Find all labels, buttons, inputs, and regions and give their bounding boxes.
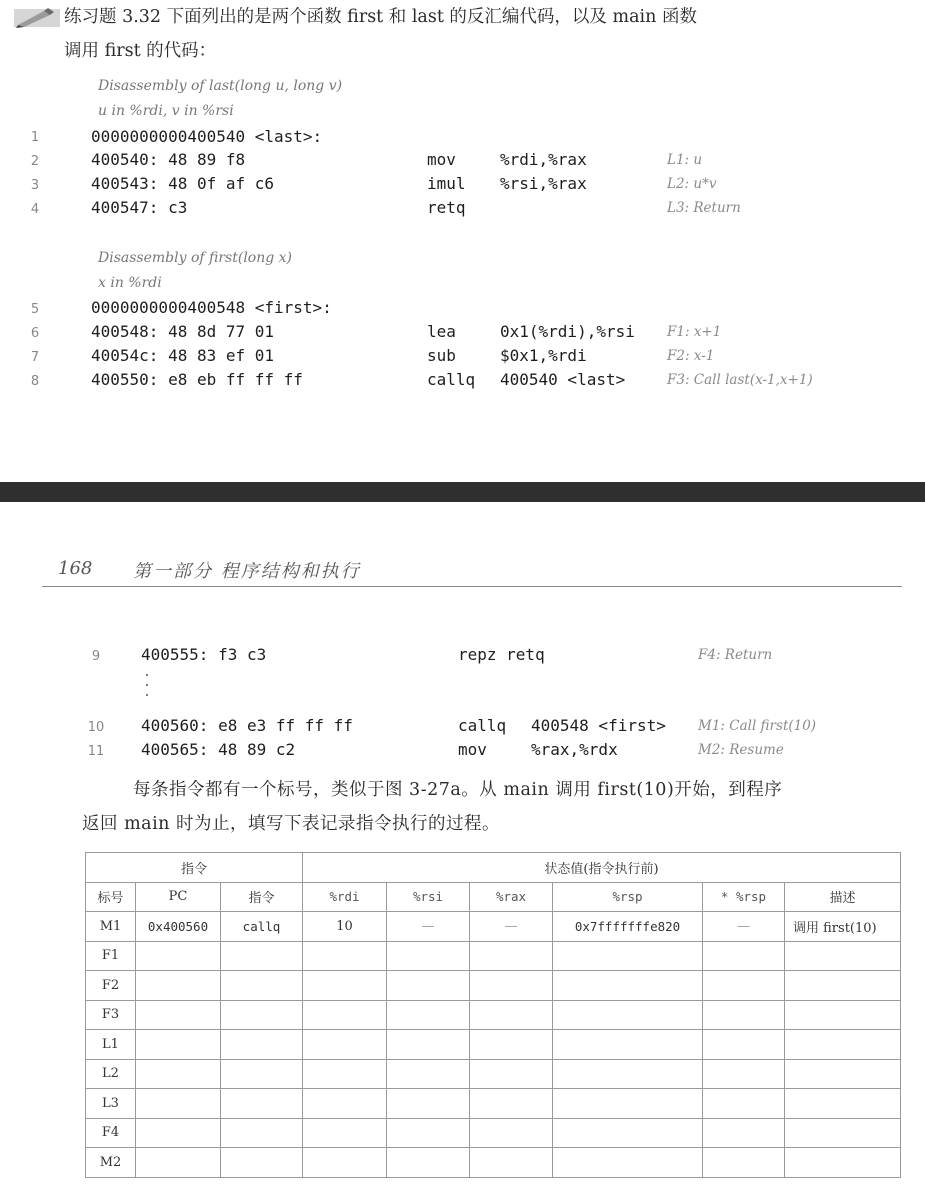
cell-rsi[interactable] — [387, 1059, 470, 1089]
cell-rsi[interactable] — [387, 1118, 470, 1148]
code-comment: Disassembly of first(long x) — [98, 250, 293, 266]
cell-rdi[interactable] — [303, 1059, 387, 1089]
col-header-deref-rsp: * %rsp — [703, 882, 785, 912]
code-note: F4: Return — [698, 647, 773, 663]
cell-pc[interactable] — [136, 1148, 221, 1178]
cell-instruction[interactable] — [221, 1000, 303, 1030]
cell-description[interactable] — [785, 1089, 901, 1119]
code-address-label: 0000000000400540 <last>: — [91, 127, 323, 146]
code-note: L3: Return — [667, 200, 741, 216]
code-bytes: 400550: e8 eb ff ff ff — [91, 370, 303, 389]
cell-rsp[interactable] — [553, 1148, 703, 1178]
code-address-label: 0000000000400548 <first>: — [91, 298, 332, 317]
cell-label: F1 — [86, 941, 136, 971]
code-opcode: mov — [427, 150, 456, 169]
cell-deref-rsp[interactable] — [703, 941, 785, 971]
cell-pc[interactable] — [136, 941, 221, 971]
cell-pc: 0x400560 — [136, 912, 221, 942]
cell-deref-rsp[interactable] — [703, 1148, 785, 1178]
code-opcode: mov — [458, 740, 487, 759]
cell-label: L2 — [86, 1059, 136, 1089]
cell-deref-rsp[interactable] — [703, 971, 785, 1001]
paragraph-line-2: 返回 main 时为止，填写下表记录指令执行的过程。 — [82, 814, 501, 834]
group-header-instruction: 指令 — [86, 853, 303, 883]
cell-pc[interactable] — [136, 1118, 221, 1148]
col-header-instruction: 指令 — [221, 882, 303, 912]
cell-rsp[interactable] — [553, 1089, 703, 1119]
cell-rdi[interactable] — [303, 941, 387, 971]
cell-pc[interactable] — [136, 1059, 221, 1089]
cell-rdi[interactable] — [303, 1000, 387, 1030]
cell-rsp[interactable] — [553, 941, 703, 971]
table-row — [86, 1000, 901, 1030]
cell-instruction[interactable] — [221, 1089, 303, 1119]
page-running-title: 第一部分 程序结构和执行 — [133, 561, 361, 582]
cell-rax[interactable] — [470, 941, 553, 971]
cell-rdi[interactable] — [303, 1030, 387, 1060]
code-operands: %rdi,%rax — [500, 150, 587, 169]
page-divider-bar — [0, 482, 925, 502]
exercise-heading-line-2: 调用 first 的代码： — [64, 41, 217, 61]
line-number: 3 — [30, 178, 40, 193]
exercise-pencil-icon — [14, 7, 60, 29]
code-note: F1: x+1 — [667, 324, 722, 340]
cell-rdi[interactable] — [303, 1148, 387, 1178]
cell-rax[interactable] — [470, 1030, 553, 1060]
cell-description[interactable] — [785, 1030, 901, 1060]
cell-description[interactable] — [785, 941, 901, 971]
cell-rdi[interactable] — [303, 971, 387, 1001]
line-number: 6 — [30, 326, 40, 341]
code-bytes: 400540: 48 89 f8 — [91, 150, 246, 169]
bottom-page — [0, 502, 925, 1189]
cell-label: M1 — [86, 912, 136, 942]
code-note: F2: x-1 — [667, 348, 715, 364]
code-bytes: 400560: e8 e3 ff ff ff — [141, 716, 353, 735]
code-bytes: 400543: 48 0f af c6 — [91, 174, 275, 193]
cell-rsi[interactable] — [387, 1089, 470, 1119]
cell-rsi[interactable] — [387, 941, 470, 971]
ellipsis-dots — [146, 674, 150, 704]
code-bytes: 400555: f3 c3 — [141, 645, 267, 664]
code-operands: 400540 <last> — [500, 370, 626, 389]
code-note: L2: u*v — [667, 176, 717, 192]
table-row — [86, 1118, 901, 1148]
code-comment: Disassembly of last(long u, long v) — [98, 78, 343, 94]
top-page — [0, 0, 925, 482]
col-header-rsi: %rsi — [387, 882, 470, 912]
table-row — [86, 1089, 901, 1119]
line-number: 2 — [30, 154, 40, 169]
code-bytes: 400548: 48 8d 77 01 — [91, 322, 275, 341]
cell-pc[interactable] — [136, 1030, 221, 1060]
code-note: M1: Call first(10) — [698, 718, 817, 734]
cell-deref-rsp[interactable] — [703, 1030, 785, 1060]
code-operands: %rsi,%rax — [500, 174, 587, 193]
col-header-label: 标号 — [86, 882, 136, 912]
group-header-state: 状态值(指令执行前) — [303, 853, 901, 883]
cell-rax: — — [470, 912, 553, 942]
code-bytes: 400565: 48 89 c2 — [141, 740, 296, 759]
cell-rsi[interactable] — [387, 1030, 470, 1060]
cell-instruction[interactable] — [221, 971, 303, 1001]
cell-description[interactable] — [785, 1118, 901, 1148]
col-header-rdi: %rdi — [303, 882, 387, 912]
cell-deref-rsp[interactable] — [703, 1000, 785, 1030]
cell-pc[interactable] — [136, 1000, 221, 1030]
code-operands: 0x1(%rdi),%rsi — [500, 322, 635, 341]
cell-rax[interactable] — [470, 1000, 553, 1030]
table-row — [86, 1148, 901, 1178]
cell-rsp[interactable] — [553, 971, 703, 1001]
table-header-row — [86, 882, 901, 912]
code-operands: 400548 <first> — [531, 716, 666, 735]
table-row — [86, 1030, 901, 1060]
line-number: 8 — [30, 374, 40, 389]
code-bytes: 40054c: 48 83 ef 01 — [91, 346, 275, 365]
cell-instruction[interactable] — [221, 1059, 303, 1089]
code-opcode: lea — [427, 322, 456, 341]
code-bytes: 400547: c3 — [91, 198, 188, 217]
paragraph-line-1: 每条指令都有一个标号，类似于图 3-27a。从 main 调用 first(10)开始，到程序 — [133, 780, 783, 800]
cell-rsi[interactable] — [387, 1000, 470, 1030]
page-number: 168 — [58, 558, 93, 579]
cell-rax[interactable] — [470, 1118, 553, 1148]
col-header-rsp: %rsp — [553, 882, 703, 912]
cell-rsp: 0x7fffffffe820 — [553, 912, 703, 942]
cell-instruction[interactable] — [221, 1118, 303, 1148]
cell-label: F2 — [86, 971, 136, 1001]
code-opcode: retq — [427, 198, 466, 217]
table-row — [86, 912, 901, 942]
cell-rax[interactable] — [470, 1148, 553, 1178]
code-opcode: sub — [427, 346, 456, 365]
code-opcode: callq — [427, 370, 476, 389]
exercise-heading-line-1: 练习题 3.32 下面列出的是两个函数 first 和 last 的反汇编代码，以及 main 函数 — [64, 7, 697, 27]
table-row — [86, 1059, 901, 1089]
cell-instruction[interactable] — [221, 941, 303, 971]
cell-deref-rsp: — — [703, 912, 785, 942]
line-number: 11 — [87, 744, 105, 759]
line-number: 9 — [91, 649, 101, 664]
code-opcode: callq — [458, 716, 507, 735]
execution-trace-table — [85, 852, 901, 1178]
cell-rsp[interactable] — [553, 1059, 703, 1089]
cell-label: L1 — [86, 1030, 136, 1060]
cell-rax[interactable] — [470, 971, 553, 1001]
cell-description[interactable] — [785, 1148, 901, 1178]
line-number: 7 — [30, 350, 40, 365]
cell-rdi[interactable] — [303, 1089, 387, 1119]
line-number: 1 — [30, 130, 40, 145]
line-number: 4 — [30, 202, 40, 217]
col-header-description: 描述 — [785, 882, 901, 912]
cell-deref-rsp[interactable] — [703, 1118, 785, 1148]
table-row — [86, 971, 901, 1001]
cell-instruction[interactable] — [221, 1030, 303, 1060]
cell-rsp[interactable] — [553, 1030, 703, 1060]
code-note: L1: u — [667, 152, 703, 168]
cell-rsi[interactable] — [387, 1148, 470, 1178]
cell-label: F4 — [86, 1118, 136, 1148]
cell-description: 调用 first(10) — [785, 912, 901, 942]
code-operands: $0x1,%rdi — [500, 346, 587, 365]
cell-rax[interactable] — [470, 1089, 553, 1119]
cell-rdi: 10 — [303, 912, 387, 942]
cell-rsi[interactable] — [387, 971, 470, 1001]
cell-rdi[interactable] — [303, 1118, 387, 1148]
code-opcode: repz retq — [458, 645, 545, 664]
code-operands: %rax,%rdx — [531, 740, 618, 759]
cell-rsp[interactable] — [553, 1118, 703, 1148]
cell-label: L3 — [86, 1089, 136, 1119]
line-number: 5 — [30, 302, 40, 317]
cell-rsp[interactable] — [553, 1000, 703, 1030]
line-number: 10 — [87, 720, 105, 735]
code-comment: x in %rdi — [98, 275, 162, 291]
header-rule — [42, 586, 902, 587]
table-group-header-row — [86, 853, 901, 883]
cell-rsi: — — [387, 912, 470, 942]
cell-label: F3 — [86, 1000, 136, 1030]
cell-description[interactable] — [785, 1000, 901, 1030]
cell-label: M2 — [86, 1148, 136, 1178]
code-comment: u in %rdi, v in %rsi — [98, 103, 234, 119]
cell-instruction[interactable] — [221, 1148, 303, 1178]
cell-deref-rsp[interactable] — [703, 1059, 785, 1089]
cell-deref-rsp[interactable] — [703, 1089, 785, 1119]
code-note: F3: Call last(x-1,x+1) — [667, 372, 813, 388]
cell-description[interactable] — [785, 1059, 901, 1089]
col-header-pc: PC — [136, 882, 221, 912]
cell-description[interactable] — [785, 971, 901, 1001]
code-opcode: imul — [427, 174, 466, 193]
cell-pc[interactable] — [136, 1089, 221, 1119]
code-note: M2: Resume — [698, 742, 784, 758]
table-row — [86, 941, 901, 971]
cell-instruction: callq — [221, 912, 303, 942]
col-header-rax: %rax — [470, 882, 553, 912]
cell-pc[interactable] — [136, 971, 221, 1001]
cell-rax[interactable] — [470, 1059, 553, 1089]
